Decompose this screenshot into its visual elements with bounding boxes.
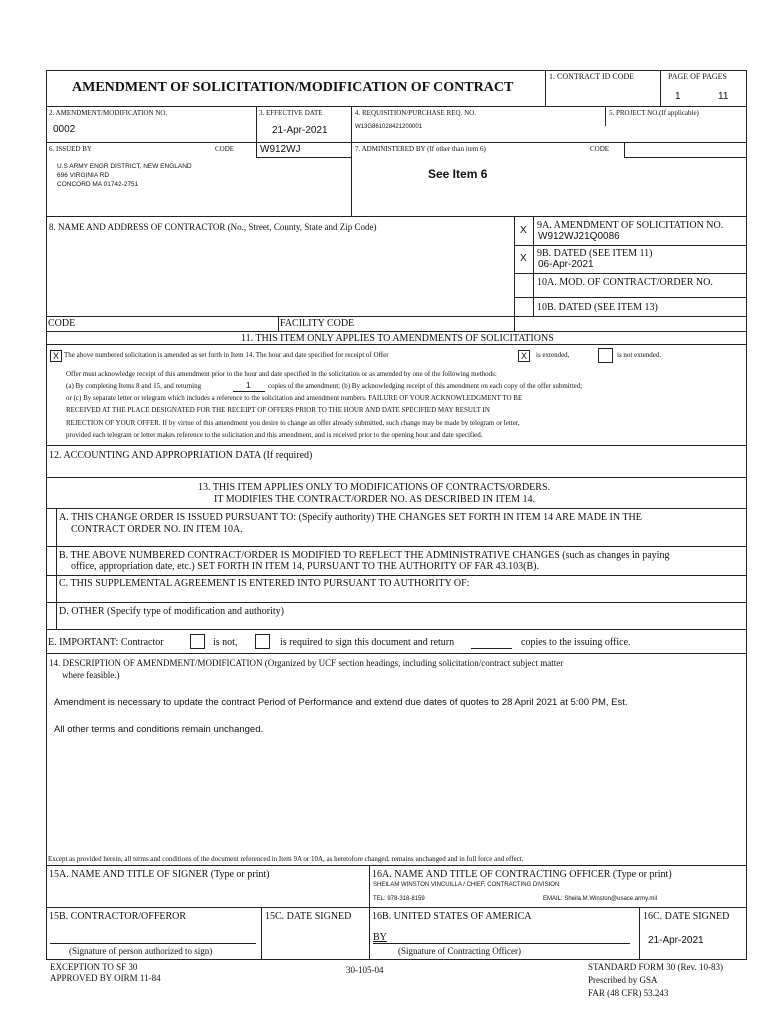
is-required-checkbox[interactable] [255, 634, 270, 649]
officer-signature-caption: (Signature of Contracting Officer) [398, 946, 522, 956]
extended-checkbox[interactable]: X [518, 350, 530, 362]
officer-signature-line[interactable] [373, 943, 630, 944]
item-11-line-b-post: copies of the amendment; (b) By acknowledging receipt of this amendment on each copy of the offer submitted; [268, 382, 583, 390]
form-code: 30-105-04 [346, 965, 384, 975]
contractor-code-label: CODE [48, 318, 76, 329]
requisition-label: 4. REQUISITION/PURCHASE REQ. NO. [355, 109, 476, 117]
is-required-label: is required to sign this document and return [280, 637, 455, 648]
item-13a-line-2: CONTRACT ORDER NO. IN ITEM 10A. [71, 524, 243, 535]
is-not-checkbox[interactable] [190, 634, 205, 649]
admin-code-box [624, 142, 747, 158]
item-14-text-1: Amendment is necessary to update the contract Period of Performance and extend due dates of quotes to 28 April 2021 at 5:00 PM, Est. [54, 697, 628, 708]
admin-code-label: CODE [590, 145, 610, 153]
item-11-line-5: REJECTION OF YOUR OFFER. If by virtue of this amendment you desire to change an offer already submitted, such change may be made by telegram or letter, [66, 419, 520, 427]
by-label: BY [373, 932, 387, 943]
contracting-officer-tel: TEL: 978-318-8159 [373, 896, 425, 902]
contracting-officer-name: SHEILAM WINSTON VINCUILLA / CHIEF, CONTRACTING DIVISION [373, 882, 560, 888]
united-states-label: 16B. UNITED STATES OF AMERICA [372, 911, 532, 922]
contractor-signature-line[interactable] [50, 943, 256, 944]
contracting-officer-email: EMAIL: Sheila.M.Winston@usace.army.mil [543, 896, 658, 902]
total-pages: 11 [718, 91, 729, 102]
item-11-text: The above numbered solicitation is amended as set forth in Item 14. The hour and date specified for receipt of Offer [64, 351, 389, 359]
extended-label: is extended, [536, 351, 570, 359]
label-10a: 10A. MOD. OF CONTRACT/ORDER NO. [537, 277, 713, 288]
item-11-line-1: Offer must acknowledge receipt of this amendment prior to the hour and date specified in the solicitation or as amended by one of the following methods: [66, 370, 497, 378]
label-9a: 9A. AMENDMENT OF SOLICITATION NO. [537, 220, 724, 231]
contract-id-label: 1. CONTRACT ID CODE [549, 72, 635, 81]
contractor-address-label: 8. NAME AND ADDRESS OF CONTRACTOR (No., Street, County, State and Zip Code) [49, 222, 377, 232]
facility-code-label: FACILITY CODE [280, 318, 355, 329]
is-not-label: is not, [213, 637, 238, 648]
requisition-value: W13G861028421200001 [355, 124, 423, 130]
item-11-line-6: provided each telegram or letter makes reference to the solicitation and this amendment, and is received prior to the opening hour and date specified. [66, 431, 483, 439]
project-no-label: 5. PROJECT NO.(If applicable) [609, 109, 699, 117]
item-11-heading: 11. THIS ITEM ONLY APPLIES TO AMENDMENTS OF SOLICITATIONS [241, 333, 554, 344]
administered-by-value: See Item 6 [428, 167, 488, 181]
contractor-date-signed-label: 15C. DATE SIGNED [265, 911, 352, 922]
approved-note: APPROVED BY OIRM 11-84 [50, 973, 161, 983]
officer-date-signed-value: 21-Apr-2021 [648, 935, 704, 946]
item-13b-line-2: office, appropriation date, etc.) SET FORTH IN ITEM 14, PURSUANT TO THE AUTHORITY OF FAR 43.103(B). [71, 561, 539, 572]
exception-note: EXCEPTION TO SF 30 [50, 962, 138, 972]
issued-address-1: U.S ARMY ENGR DISTRICT, NEW ENGLAND [57, 163, 192, 170]
signer-name-label: 15A. NAME AND TITLE OF SIGNER (Type or print) [49, 869, 270, 880]
mark-9b: X [520, 253, 527, 264]
important-label: E. IMPORTANT: Contractor [48, 637, 164, 648]
not-extended-checkbox[interactable] [598, 348, 613, 363]
item-11-line-3: or (c) By separate letter or telegram which includes a reference to the solicitation and amendment numbers. FAILURE OF YOUR ACKNOWLEDGMENT TO BE [66, 394, 523, 402]
amendment-no-label: 2. AMENDMENT/MODIFICATION NO. [49, 109, 168, 117]
item-14-label-2: where feasible.) [62, 670, 120, 680]
item-14-footer: Except as provided herein, all terms and conditions of the document referenced in Item 9A or 10A, as heretofore changed, remains unchanged and in full force and effect. [48, 855, 524, 863]
copies-to-issuing-office: copies to the issuing office. [521, 637, 631, 648]
page-of-pages-label: PAGE OF PAGES [668, 72, 727, 81]
issued-code-value: W912WJ [260, 144, 301, 155]
not-extended-label: is not extended. [617, 351, 662, 359]
item-13d: D. OTHER (Specify type of modification and authority) [59, 606, 284, 617]
contractor-offeror-label: 15B. CONTRACTOR/OFFEROR [49, 911, 187, 922]
effective-date-value: 21-Apr-2021 [272, 125, 328, 136]
issued-code-label: CODE [215, 145, 235, 153]
page-number: 1 [675, 91, 681, 102]
item-13a-line-1: A. THIS CHANGE ORDER IS ISSUED PURSUANT TO: (Specify authority) THE CHANGES SET FORTH IN ITEM 14 ARE MADE IN THE [59, 512, 642, 523]
amendment-no-value: 0002 [53, 124, 76, 135]
item-13c: C. THIS SUPPLEMENTAL AGREEMENT IS ENTERED INTO PURSUANT TO AUTHORITY OF: [59, 578, 470, 589]
item-11-line-b-pre: (a) By completing Items 8 and 15, and returning [66, 382, 202, 390]
item-11-line-4: RECEIVED AT THE PLACE DESIGNATED FOR THE RECEIPT OF OFFERS PRIOR TO THE HOUR AND DATE SPECIFIED MAY RESULT IN [66, 406, 490, 414]
item-13-heading-2: IT MODIFIES THE CONTRACT/ORDER NO. AS DESCRIBED IN ITEM 14. [214, 494, 536, 505]
issued-address-2: 696 VIRGINIA RD [57, 172, 110, 179]
copies-returned-value: 1 [246, 381, 251, 390]
value-9a: W912WJ21Q0086 [538, 231, 620, 242]
effective-date-label: 3. EFFECTIVE DATE [259, 109, 323, 117]
far-reference: FAR (48 CFR) 53.243 [588, 988, 669, 998]
standard-form-label: STANDARD FORM 30 (Rev. 10-83) [588, 962, 723, 972]
issued-by-label: 6. ISSUED BY [49, 145, 92, 153]
item-13-heading-1: 13. THIS ITEM APPLIES ONLY TO MODIFICATIONS OF CONTRACTS/ORDERS. [198, 482, 551, 493]
administered-by-label: 7. ADMINISTERED BY (If other than item 6) [355, 145, 486, 153]
mark-9a: X [520, 225, 527, 236]
item-11-checkbox[interactable]: X [50, 350, 62, 362]
form-title: AMENDMENT OF SOLICITATION/MODIFICATION OF CONTRACT [72, 80, 514, 95]
label-10b: 10B. DATED (SEE ITEM 13) [537, 302, 658, 313]
value-9b: 06-Apr-2021 [538, 259, 594, 270]
contracting-officer-label: 16A. NAME AND TITLE OF CONTRACTING OFFICER (Type or print) [372, 869, 672, 880]
issued-address-3: CONCORD MA 01742-2751 [57, 181, 139, 188]
item-12-label: 12. ACCOUNTING AND APPROPRIATION DATA (If required) [49, 450, 313, 461]
item-14-text-2: All other terms and conditions remain unchanged. [54, 724, 264, 735]
item-14-label-1: 14. DESCRIPTION OF AMENDMENT/MODIFICATION (Organized by UCF section headings, including solicitation/contract subject matter [49, 658, 564, 668]
officer-date-signed-label: 16C. DATE SIGNED [643, 911, 730, 922]
label-9b: 9B. DATED (SEE ITEM 11) [537, 248, 653, 259]
item-13b-line-1: B. THE ABOVE NUMBERED CONTRACT/ORDER IS MODIFIED TO REFLECT THE ADMINISTRATIVE CHANGES (such as changes in paying [59, 550, 670, 561]
prescribed-by-label: Prescribed by GSA [588, 975, 658, 985]
contractor-signature-caption: (Signature of person authorized to sign) [69, 946, 213, 956]
